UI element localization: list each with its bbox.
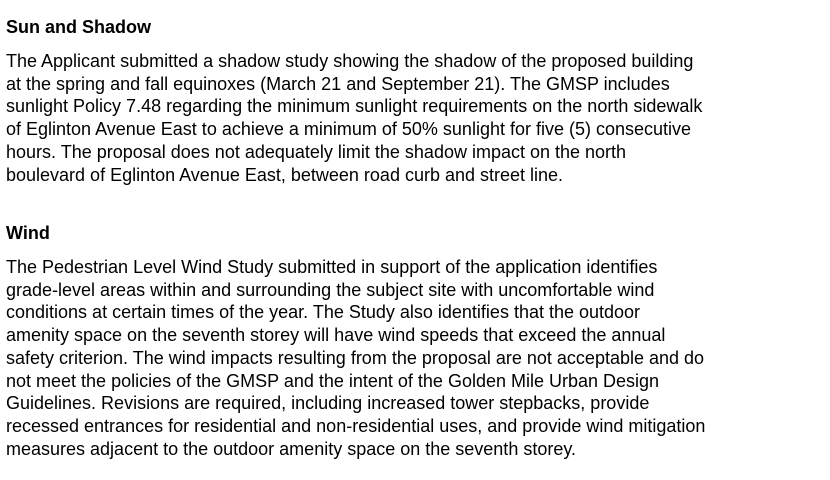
body-line: Guidelines. Revisions are required, including increased tower stepbacks, provide [6,393,650,414]
body-line: at the spring and fall equinoxes (March 21 and September 21). The GMSP includes [6,73,670,94]
body-line: measures adjacent to the outdoor amenity space on the seventh storey. [6,438,577,459]
section-heading-wind: Wind [6,223,50,243]
body-line: sunlight Policy 7.48 regarding the minimum sunlight requirements on the north sidewalk [6,96,703,117]
body-line: safety criterion. The wind impacts resulting from the proposal are not acceptable and do [6,347,705,368]
body-line: recessed entrances for residential and non-residential uses, and provide wind mitigation [6,415,706,436]
body-line: amenity space on the seventh storey will have wind speeds that exceed the annual [6,325,666,346]
body-line: not meet the policies of the GMSP and the intent of the Golden Mile Urban Design [6,370,660,391]
body-line: The Pedestrian Level Wind Study submitted in support of the application identifies [6,257,658,277]
body-line: The Applicant submitted a shadow study showing the shadow of the proposed building [6,51,694,71]
section-body-wind [6,256,806,460]
body-line: hours. The proposal does not adequately limit the shadow impact on the north [6,141,627,162]
body-line: conditions at certain times of the year. The Study also identifies that the outdoor [6,302,641,323]
body-line: of Eglinton Avenue East to achieve a minimum of 50% sunlight for five (5) consecutive [6,119,692,140]
section-body-sun-and-shadow [6,50,806,186]
body-line: grade-level areas within and surrounding the subject site with uncomfortable wind [6,279,655,300]
body-line: boulevard of Eglinton Avenue East, between road curb and street line. [6,164,564,185]
section-heading-sun-and-shadow: Sun and Shadow [6,17,152,37]
